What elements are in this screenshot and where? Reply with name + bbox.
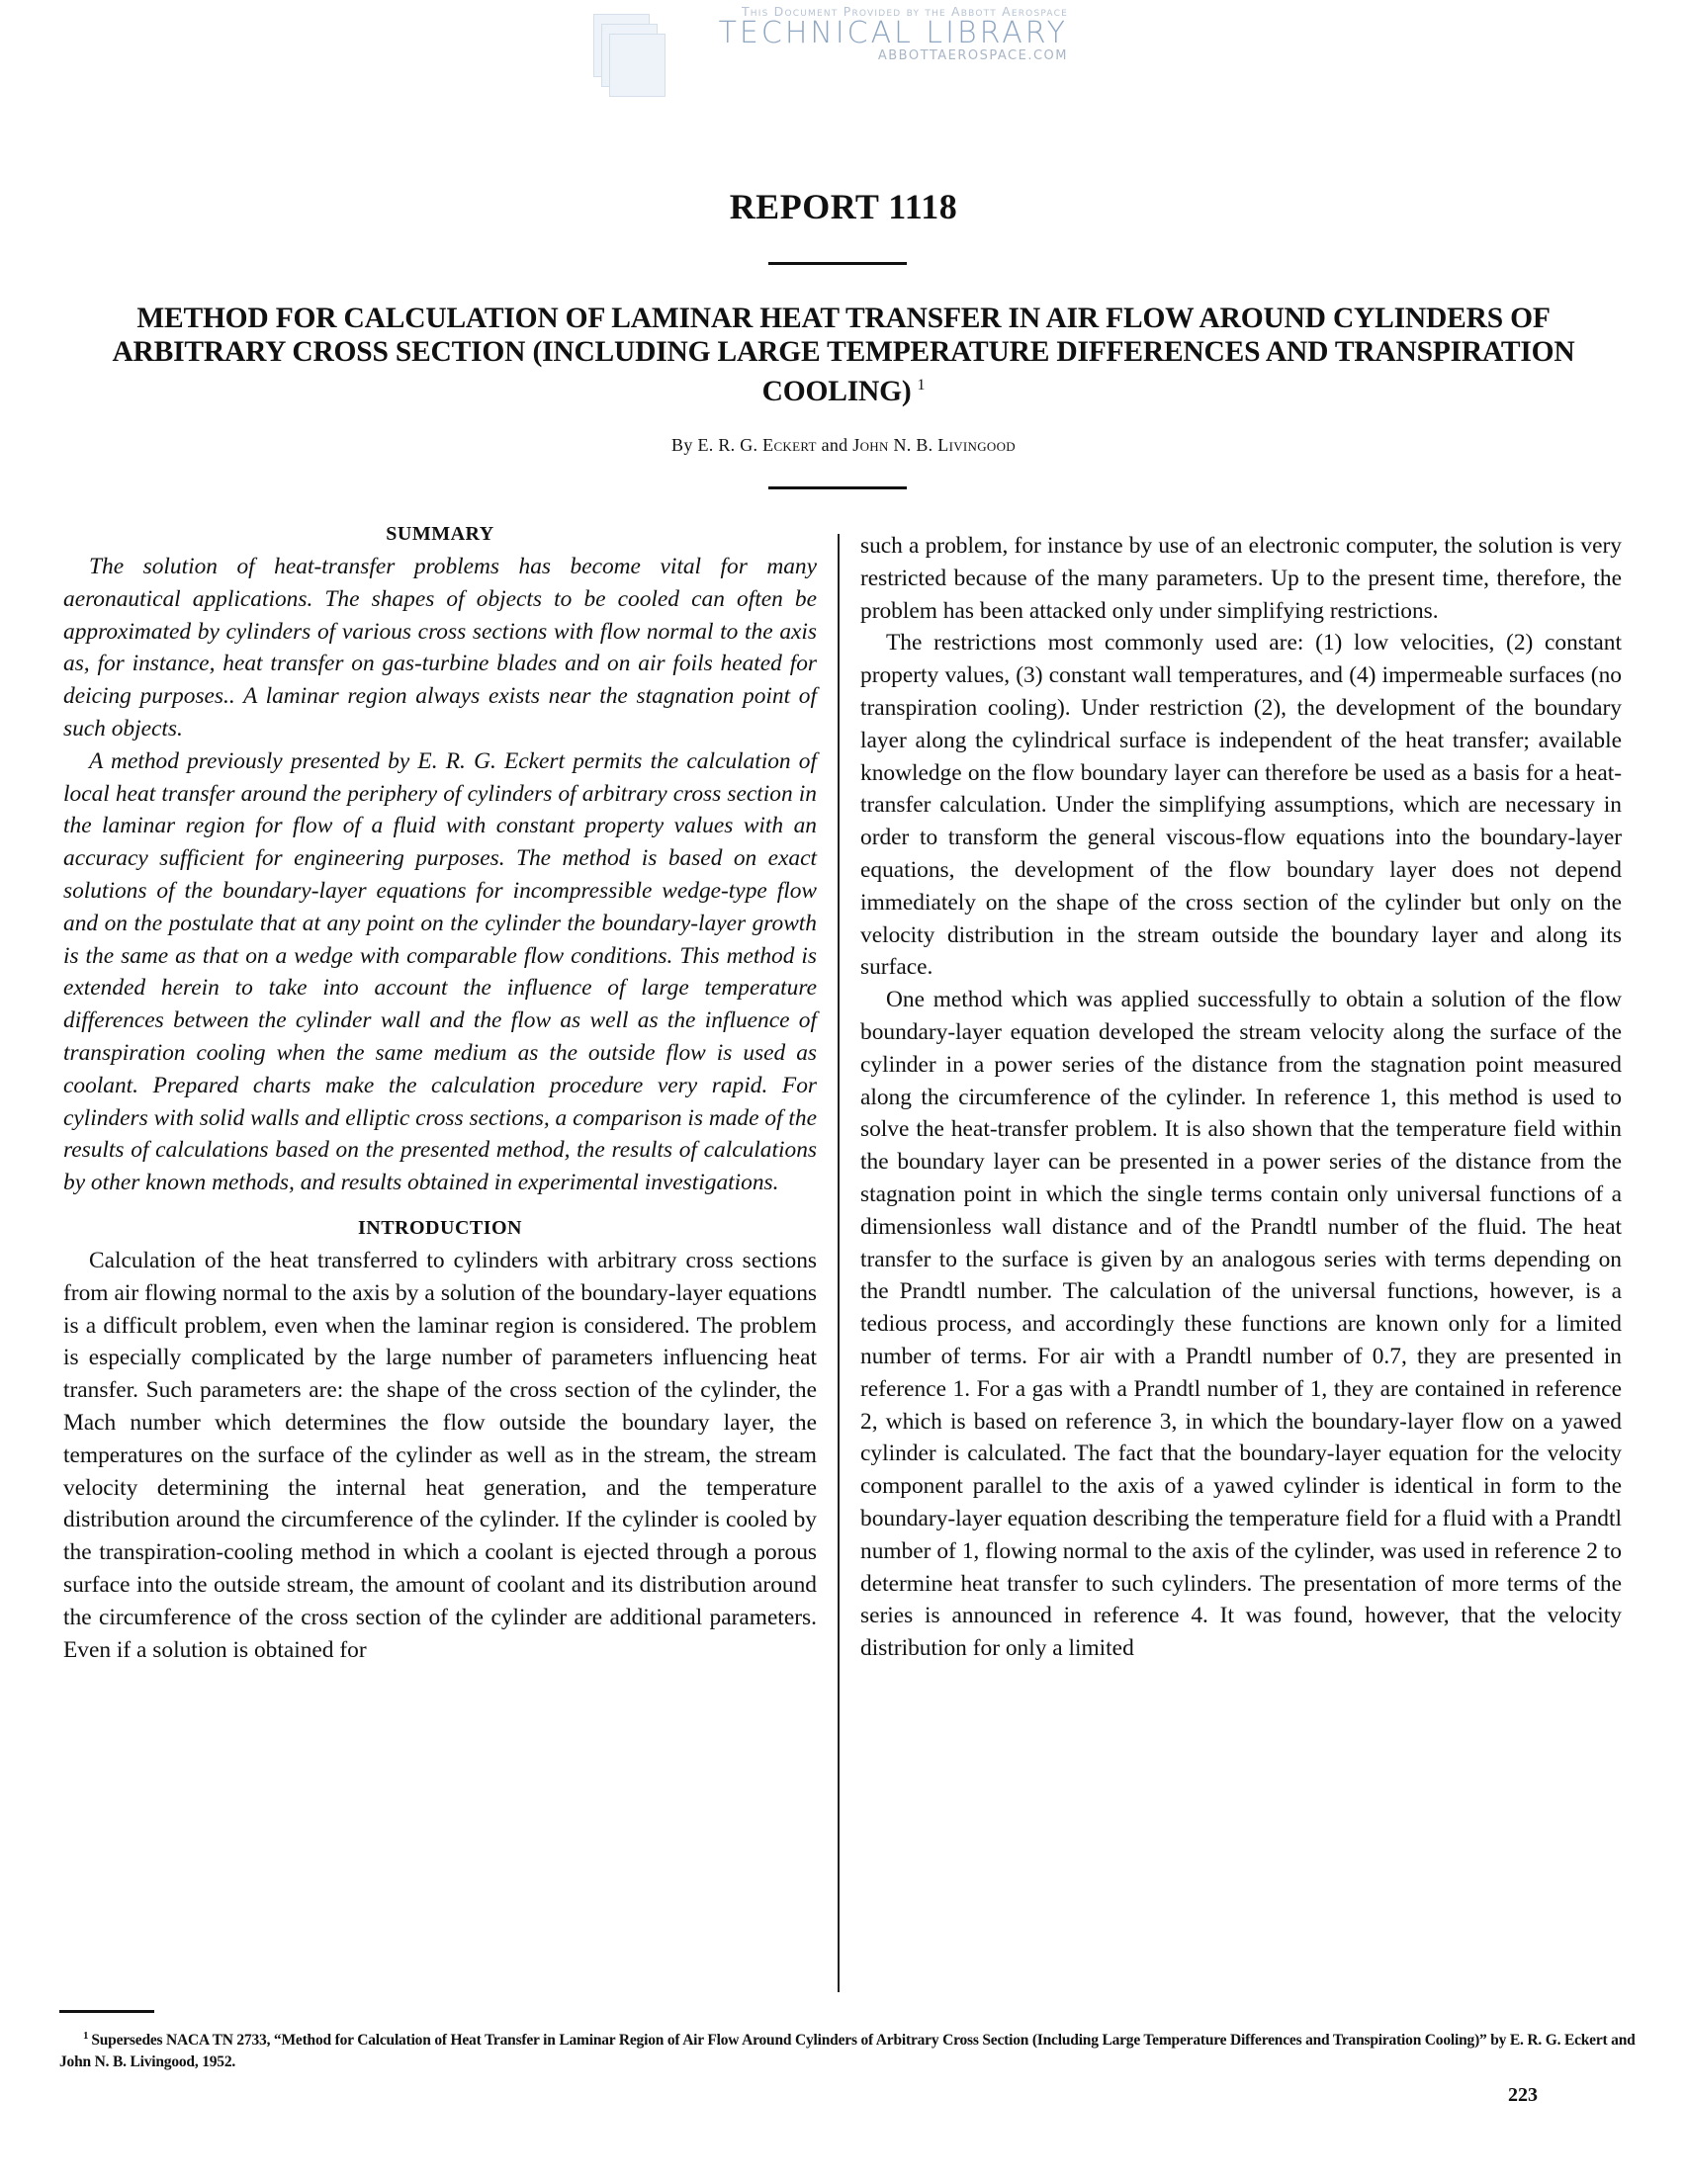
document-stack-icon <box>593 14 663 99</box>
page-number: 223 <box>1508 2084 1538 2106</box>
author-1: E. R. G. Eckert <box>697 435 817 455</box>
author-2: John N. B. Livingood <box>852 435 1016 455</box>
summary-heading: SUMMARY <box>386 523 494 545</box>
footnote-rule <box>59 2010 154 2013</box>
footnote-text: Supersedes NACA TN 2733, “Method for Calculation of Heat Transfer in Laminar Region of Air Flow Around Cylinders of Arbitrary Cross Section (Including Large Temperature Differences and Transpiration Cooling)” by E. R. G. Eckert and John N. B. Livingood, 1952. <box>59 2032 1636 2071</box>
introduction-paragraph: One method which was applied successfully to obtain a solution of the flow boundary-layer equation developed the stream velocity along the surface of the cylinder in a power series of the distance from the stagnation point measured along the circumference of the cylinder. In reference 1, this method is used to solve the heat-transfer problem. It is also shown that the temperature field within the boundary layer can be presented in a power series of the distance from the stagnation point in which the single terms contain only universal functions of a dimensionless wall distance and of the Prandtl number of the fluid. The heat transfer to the surface is given by an analogous series with terms depending on the Prandtl number. The calculation of the universal functions, however, is a tedious process, and accordingly these functions are known only for a limited number of terms. For air with a Prandtl number of 0.7, they are presented in reference 1. For a gas with a Prandtl number of 1, they are contained in reference 2, which is based on reference 3, in which the boundary-layer flow on a yawed cylinder is calculated. The fact that the boundary-layer equation for the velocity component parallel to the axis of a yawed cylinder is identical in form to the boundary-layer equation describing the temperature field for a fluid with a Prandtl number of 1, flowing normal to the axis of the cylinder, was used in reference 2 to determine heat transfer to such cylinders. The presentation of more terms of the series is announced in reference 4. It was found, however, that the velocity distribution for only a limited <box>860 987 1622 1662</box>
introduction-paragraph: Calculation of the heat transferred to cylinders with arbitrary cross sections from air flowing normal to the axis by a solution of the boundary-layer equations is a difficult problem, even when the laminar region is considered. The problem is especially complicated by the large number of parameters influencing heat transfer. Such parameters are: the shape of the cross section of the cylinder, the Mach number which determines the flow outside the boundary layer, the temperatures on the surface of the cylinder as well as in the stream, the stream velocity determining the internal heat generation, and the temperature distribution around the circumference of the cylinder. If the cylinder is cooled by the transpiration-cooling method in which a coolant is ejected through a porous surface into the outside stream, the amount of coolant and its distribution around the circumference of the cross section of the cylinder are additional parameters. Even if a solution is obtained for <box>63 1247 817 1663</box>
byline-and: and <box>821 435 848 455</box>
footnote-mark: 1 <box>83 2030 89 2042</box>
title-rule-bottom <box>768 486 907 489</box>
watermark-provided-by: This Document Provided by the Abbott Aerospace <box>741 4 1068 19</box>
title-rule-top <box>768 262 907 265</box>
summary-paragraph: The solution of heat-transfer problems has become vital for many aeronautical applications. The shapes of objects to be cooled can often be approximated by cylinders of various cross sections with flow normal to the axis as, for instance, heat transfer on gas-turbine blades and on air foils heated for deicing purposes.. A laminar region always exists near the stagnation point of such objects. <box>63 554 817 742</box>
introduction-paragraph: The restrictions most commonly used are: (1) low velocities, (2) constant property values, (3) constant wall temperatures, and (4) impermeable surfaces (no transpiration cooling). Under restriction (2), the development of the boundary layer along the cylindrical surface is independent of the heat transfer; available knowledge on the flow boundary layer can therefore be used as a basis for a heat-transfer calculation. Under the simplifying assumptions, which are necessary in order to transform the general viscous-flow equations into the boundary-layer equations, the development of the flow boundary layer does not depend immediately on the shape of the cross section of the cylinder but only on the velocity distribution in the stream outside the boundary layer and along its surface. <box>860 630 1622 981</box>
byline-prefix: By <box>671 435 693 455</box>
footnote <box>59 2025 1642 2073</box>
watermark-library-name: TECHNICAL LIBRARY <box>718 16 1068 50</box>
introduction-continuation: such a problem, for instance by use of an electronic computer, the solution is very restricted because of the many parameters. Up to the present time, therefore, the problem has been attacked only under simplifying restrictions. <box>860 533 1622 624</box>
abbott-aerospace-watermark <box>593 4 1068 103</box>
summary-section <box>63 551 817 1199</box>
right-column <box>860 530 1622 1665</box>
watermark-url: ABBOTTAEROSPACE.COM <box>877 48 1068 63</box>
introduction-heading: INTRODUCTION <box>357 1216 523 1239</box>
summary-paragraph: A method previously presented by E. R. G. Eckert permits the calculation of local heat transfer around the periphery of cylinders of arbitrary cross section in the laminar region for flow of a fluid with constant property values with an accuracy sufficient for engineering purposes. The method is based on exact solutions of the boundary-layer equations for incompressible wedge-type flow and on the postulate that at any point on the cylinder the boundary-layer growth is the same as that on a wedge with comparable flow conditions. This method is extended herein to take into account the influence of large temperature differences between the cylinder wall and the flow as well as the influence of transpiration cooling when the same medium as the outside flow is used as coolant. Prepared charts make the calculation procedure very rapid. For cylinders with solid walls and elliptic cross sections, a comparison is made of the results of calculations based on the presented method, the results of calculations by other known methods, and results obtained in experimental investigations. <box>63 747 817 1196</box>
byline <box>0 435 1687 456</box>
left-column <box>63 519 817 1666</box>
title-footnote-mark: 1 <box>917 377 926 393</box>
column-divider <box>838 534 840 1992</box>
report-number: REPORT 1118 <box>729 187 958 226</box>
paper-title <box>109 302 1578 408</box>
paper-title-text: METHOD FOR CALCULATION OF LAMINAR HEAT TRANSFER IN AIR FLOW AROUND CYLINDERS OF ARBITRARY CROSS SECTION (INCLUDING LARGE TEMPERATURE DIFFERENCES AND TRANSPIRATION COOLING) <box>112 303 1575 407</box>
